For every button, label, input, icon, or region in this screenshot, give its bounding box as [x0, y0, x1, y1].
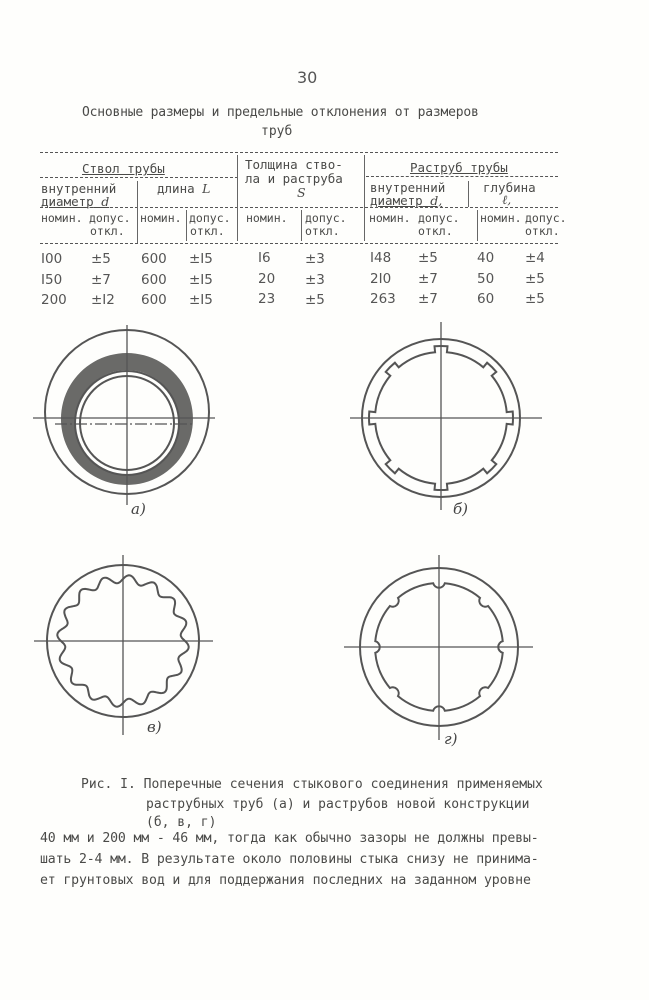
cell: ±5: [525, 271, 545, 287]
header-barrel: Ствол трубы: [82, 161, 165, 176]
cell: ±3: [305, 272, 325, 288]
header-socket-inner-diameter: внутренний: [370, 180, 446, 195]
header-socket-inner-diameter-line2: диаметр d,: [370, 193, 443, 208]
header-inner-diameter: внутренний: [41, 181, 117, 196]
cell: ±I5: [189, 292, 213, 308]
cell: I00: [41, 251, 63, 267]
header-depth-symbol: ℓ,: [502, 192, 512, 207]
header-tol-2: откл.: [190, 224, 225, 238]
col-divider: [186, 210, 187, 241]
figure-b-cross-section: [340, 320, 550, 530]
header-length: длина L: [157, 181, 211, 196]
figure-g-cross-section: [340, 545, 550, 755]
header-depth: глубина: [483, 180, 536, 195]
figure-caption-line2: раструбных труб (а) и раструбов новой конструкции: [146, 797, 530, 812]
figure-caption-line1: Рис. I. Поперечные сечения стыкового соединения применяемых: [81, 777, 543, 792]
header-tol: допус.: [418, 211, 460, 225]
cell: 23: [258, 291, 276, 307]
cell: 200: [41, 292, 67, 308]
header-inner-diameter-line2: диаметр d: [41, 194, 110, 209]
header-nom: номин.: [41, 211, 83, 225]
body-paragraph-line: шать 2-4 мм. В результате около половины стыка снизу не принима-: [40, 852, 539, 867]
cell: ±5: [305, 292, 325, 308]
cell: 60: [477, 291, 495, 307]
col-divider: [468, 181, 469, 207]
cell: 600: [141, 251, 167, 267]
col-divider: [364, 155, 365, 241]
header-tol: допус.: [189, 211, 231, 225]
cell: ±I5: [189, 251, 213, 267]
cell: 600: [141, 272, 167, 288]
cell: ±5: [418, 250, 438, 266]
table-rule-sub: [40, 207, 558, 208]
col-divider: [137, 181, 138, 243]
cell: 263: [370, 291, 396, 307]
figure-v-cross-section: [30, 545, 230, 755]
cell: ±7: [418, 271, 438, 287]
header-tol-2: откл.: [418, 224, 453, 238]
cell: ±7: [418, 291, 438, 307]
figure-label-a: а): [131, 500, 146, 518]
body-paragraph-line: ет грунтовых вод и для поддержания последних на заданном уровне: [40, 873, 531, 888]
header-nom: номин.: [246, 211, 288, 225]
col-divider: [301, 210, 302, 241]
cell: ±3: [305, 251, 325, 267]
header-tol-2: откл.: [525, 224, 560, 238]
table-rule-group-socket: [366, 176, 558, 177]
cell: I50: [41, 272, 63, 288]
header-tol: допус.: [89, 211, 131, 225]
table-rule-group: [40, 177, 238, 178]
cell: 40: [477, 250, 495, 266]
body-paragraph-line: 40 мм и 200 мм - 46 мм, тогда как обычно зазоры не должны превы-: [40, 831, 539, 846]
cell: 20: [258, 271, 276, 287]
cell: ±I5: [189, 272, 213, 288]
header-tol: допус.: [525, 211, 567, 225]
header-wall: Толщина ство-: [245, 157, 343, 172]
page-number: 30: [297, 68, 318, 87]
header-nom: номин.: [480, 211, 522, 225]
header-socket: Раструб трубы: [410, 160, 508, 175]
cell: 2I0: [370, 271, 392, 287]
header-tol-2: откл.: [305, 224, 340, 238]
figure-a-cross-section: [30, 320, 230, 530]
header-tol: допус.: [305, 211, 347, 225]
cell: ±5: [91, 251, 111, 267]
cell: ±5: [525, 291, 545, 307]
table-title: Основные размеры и предельные отклонения от размеров: [82, 105, 479, 120]
figure-label-g: г): [444, 730, 458, 748]
figure-label-b: б): [453, 500, 469, 518]
header-tol-2: откл.: [90, 224, 125, 238]
header-wall-line2: ла и раструба: [245, 171, 343, 186]
cell: ±4: [525, 250, 545, 266]
cell: ±I2: [91, 292, 115, 308]
cell: 600: [141, 292, 167, 308]
figure-caption-line3: (б, в, г): [146, 815, 217, 830]
table-title-line2: труб: [261, 124, 293, 139]
header-wall-symbol: S: [297, 185, 306, 200]
table-top-rule: [40, 152, 558, 153]
col-divider: [237, 155, 238, 241]
figure-label-v: в): [147, 718, 162, 736]
cell: I6: [258, 250, 271, 266]
cell: I48: [370, 250, 392, 266]
cell: ±7: [91, 272, 111, 288]
header-nom: номин.: [140, 211, 182, 225]
table-header-bottom-rule: [40, 243, 558, 244]
cell: 50: [477, 271, 495, 287]
col-divider: [477, 210, 478, 241]
header-nom: номин.: [369, 211, 411, 225]
